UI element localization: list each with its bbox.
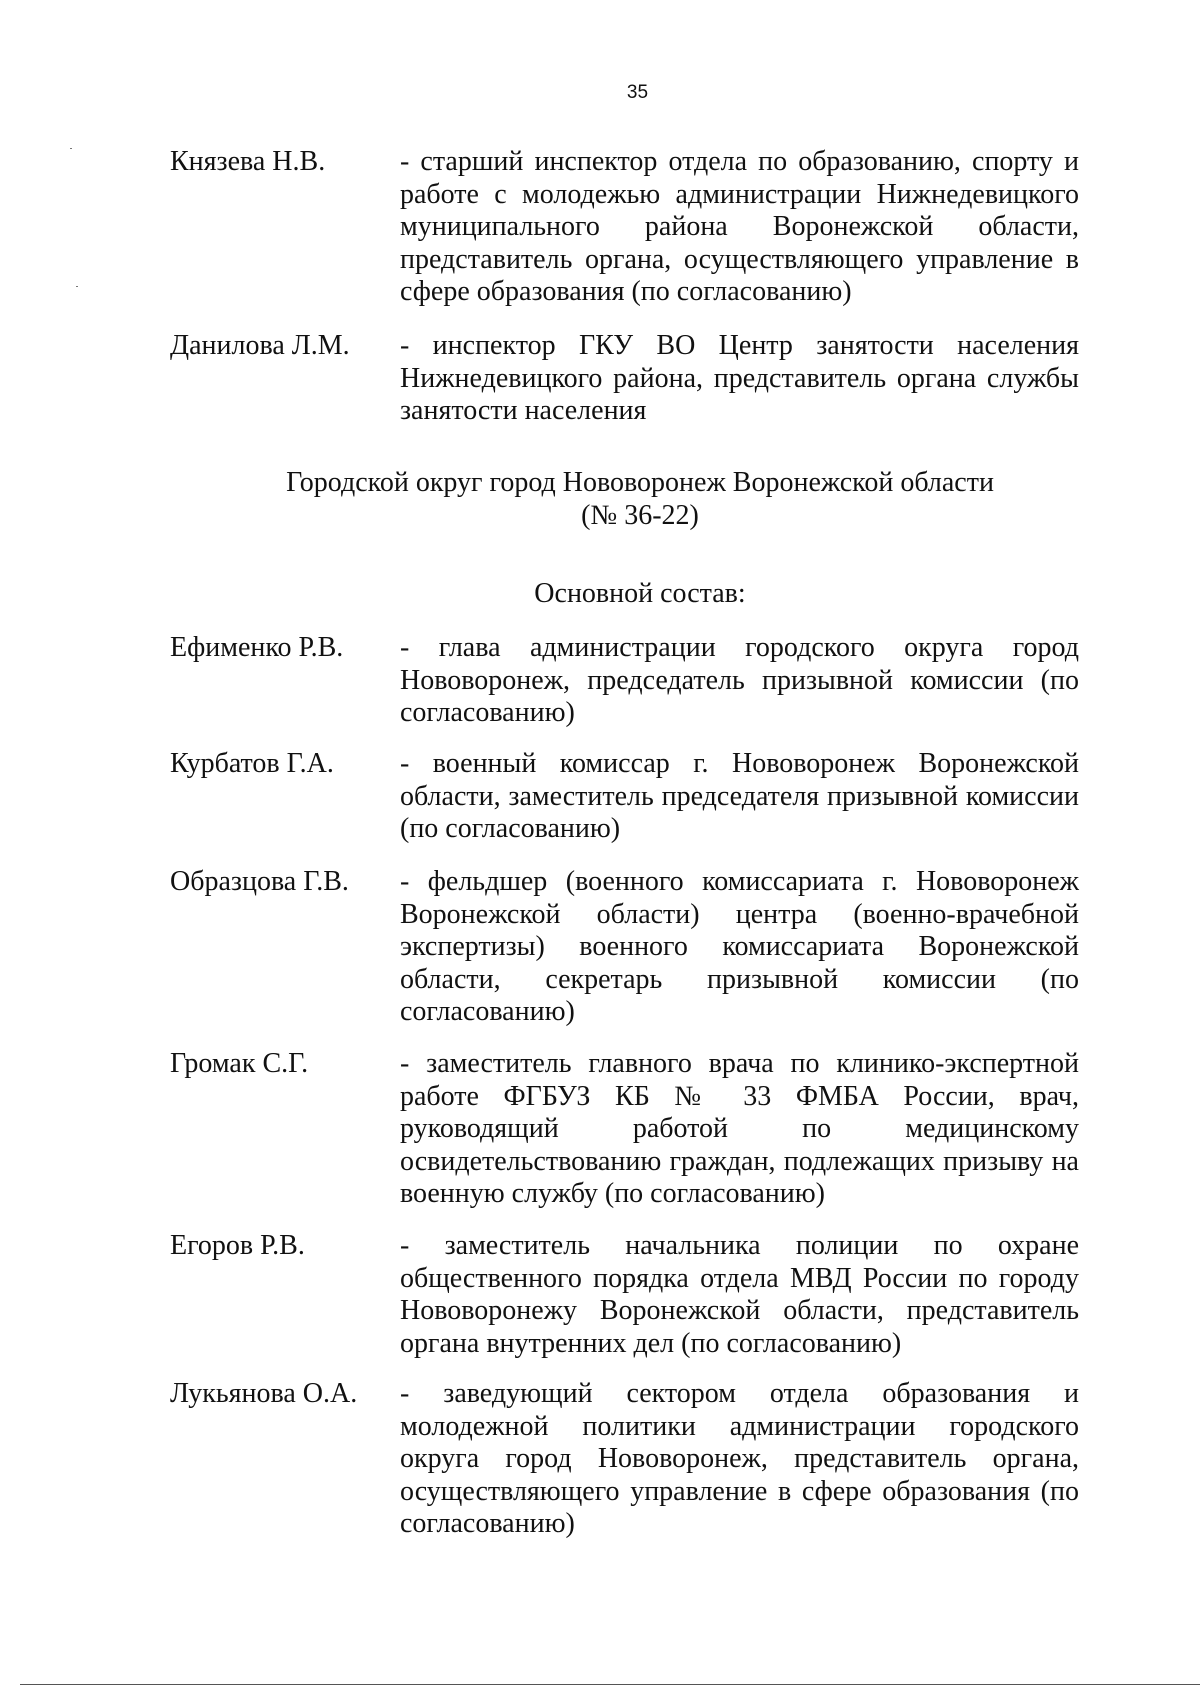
member-name: Громак С.Г.	[170, 1048, 309, 1079]
member-name: Ефименко Р.В.	[170, 632, 344, 663]
member-entry-obraztsova	[170, 866, 1080, 1029]
member-entry-knyazeva	[170, 146, 1080, 309]
member-name: Образцова Г.В.	[170, 866, 349, 897]
member-role: - военный комиссар г. Нововоронеж Воронежской области, заместитель председателя призывной комиссии (по согласованию)	[400, 748, 1079, 844]
margin-speck	[70, 148, 72, 149]
member-role: - заместитель начальника полиции по охране общественного порядка отдела МВД России по городу Нововоронежу Воронежской области, представитель органа внутренних дел (по согласованию)	[400, 1230, 1079, 1359]
member-role: - заместитель главного врача по клинико-экспертной работе ФГБУЗ КБ № 33 ФМБА России, врач, руководящий работой по медицинскому освидетельствованию граждан, подлежащих призыву на военную службу (по согласованию)	[400, 1048, 1079, 1209]
member-name: Курбатов Г.А.	[170, 748, 334, 779]
section-number: (№ 36-22)	[581, 499, 699, 531]
member-role: - фельдшер (военного комиссариата г. Нововоронеж Воронежской области) центра (военно-врачебной экспертизы) военного комиссариата Воронежской области, секретарь призывной комиссии (по согласованию)	[400, 866, 1079, 1027]
member-role: - инспектор ГКУ ВО Центр занятости населения Нижнедевицкого района, представитель органа службы занятости населения	[400, 330, 1079, 426]
member-role: - глава администрации городского округа город Нововоронеж, председатель призывной комиссии (по согласованию)	[400, 632, 1079, 728]
member-entry-efimenko	[170, 632, 1080, 730]
member-role: - заведующий сектором отдела образования и молодежной политики администрации городского округа город Нововоронеж, представитель органа, осуществляющего управление в сфере образования (по согласованию)	[400, 1378, 1079, 1539]
member-entry-lukyanova	[170, 1378, 1080, 1541]
margin-speck	[76, 286, 78, 287]
member-entry-egorov	[170, 1230, 1080, 1360]
member-name: Лукьянова О.А.	[170, 1378, 358, 1409]
page-number: 35	[626, 82, 649, 103]
member-entry-danilova	[170, 330, 1080, 428]
bottom-rule	[20, 1684, 1200, 1685]
member-name: Данилова Л.М.	[170, 330, 350, 361]
member-entry-gromak	[170, 1048, 1080, 1211]
member-name: Егоров Р.В.	[170, 1230, 305, 1261]
section-subtitle: Основной состав:	[534, 578, 746, 609]
member-entry-kurbatov	[170, 748, 1080, 846]
member-role: - старший инспектор отдела по образованию, спорту и работе с молодежью администрации Нижнедевицкого муниципального района Воронежской области, представитель органа, осуществляющего управление в сфере образования (по согласованию)	[400, 146, 1079, 307]
section-title: Городской округ город Нововоронеж Воронежской области	[286, 467, 994, 498]
member-name: Князева Н.В.	[170, 146, 326, 177]
section-heading	[190, 467, 1090, 532]
